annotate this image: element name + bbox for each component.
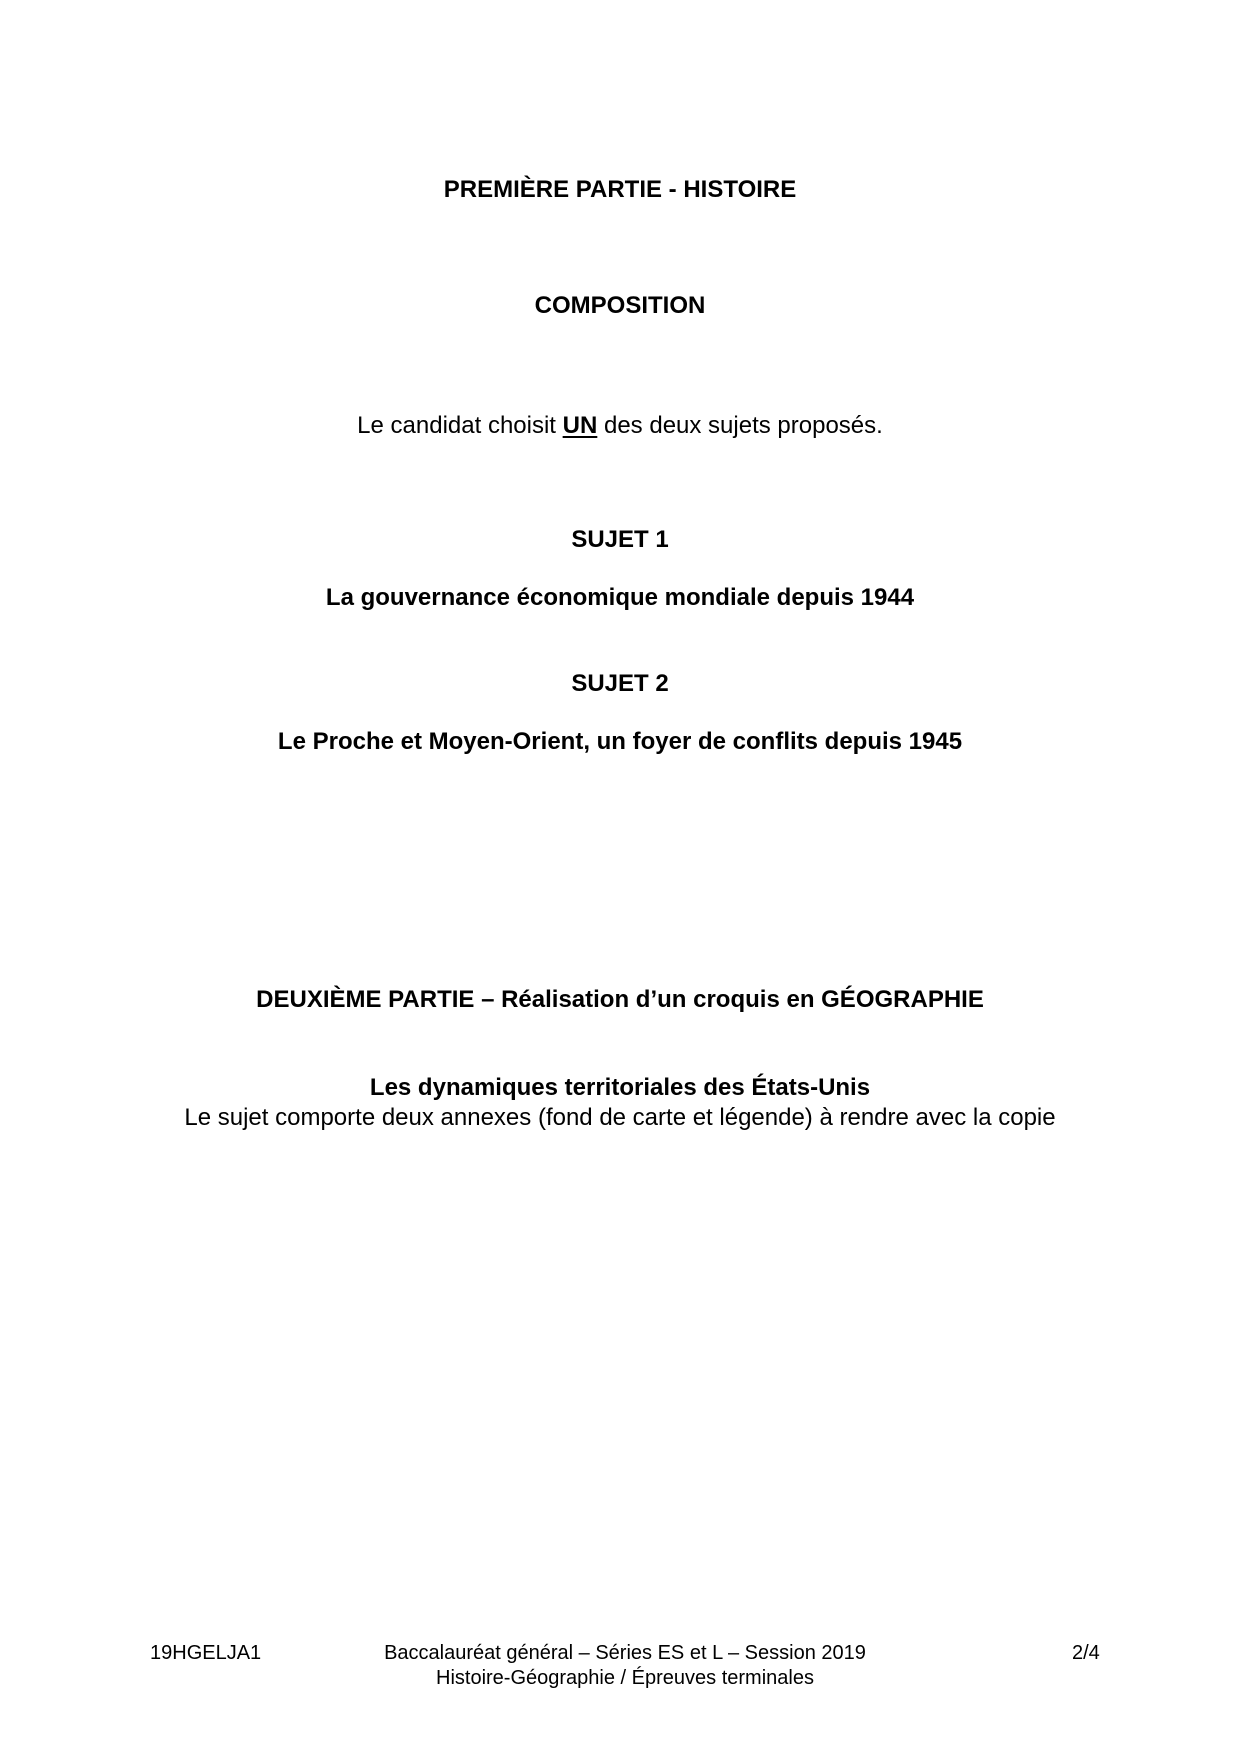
instruction-text-after: des deux sujets proposés.	[597, 412, 883, 439]
subject-1-title: La gouvernance économique mondiale depuis 1944	[325, 584, 915, 611]
part2-subject-title: Les dynamiques territoriales des États-Unis	[369, 1074, 871, 1101]
footer-page-number: 2/4	[1072, 1642, 1100, 1664]
footer-line-2: Histoire-Géographie / Épreuves terminales	[436, 1667, 814, 1689]
part2-note: Le sujet comporte deux annexes (fond de carte et légende) à rendre avec la copie	[184, 1104, 1056, 1131]
footer-code: 19HGELJA1	[150, 1642, 262, 1664]
part1-subtitle: COMPOSITION	[534, 292, 706, 319]
part2-title: DEUXIÈME PARTIE – Réalisation d’un croquis en GÉOGRAPHIE	[256, 986, 984, 1013]
instruction-emphasis: UN	[562, 412, 598, 439]
part1-title: PREMIÈRE PARTIE - HISTOIRE	[443, 176, 797, 203]
subject-2-title: Le Proche et Moyen-Orient, un foyer de conflits depuis 1945	[277, 728, 963, 755]
subject-1-label: SUJET 1	[571, 526, 669, 553]
footer-line-1: Baccalauréat général – Séries ES et L – Session 2019	[384, 1642, 866, 1664]
instruction	[0, 412, 1240, 440]
instruction-text-before: Le candidat choisit	[357, 412, 563, 439]
subject-2-label: SUJET 2	[571, 670, 669, 697]
